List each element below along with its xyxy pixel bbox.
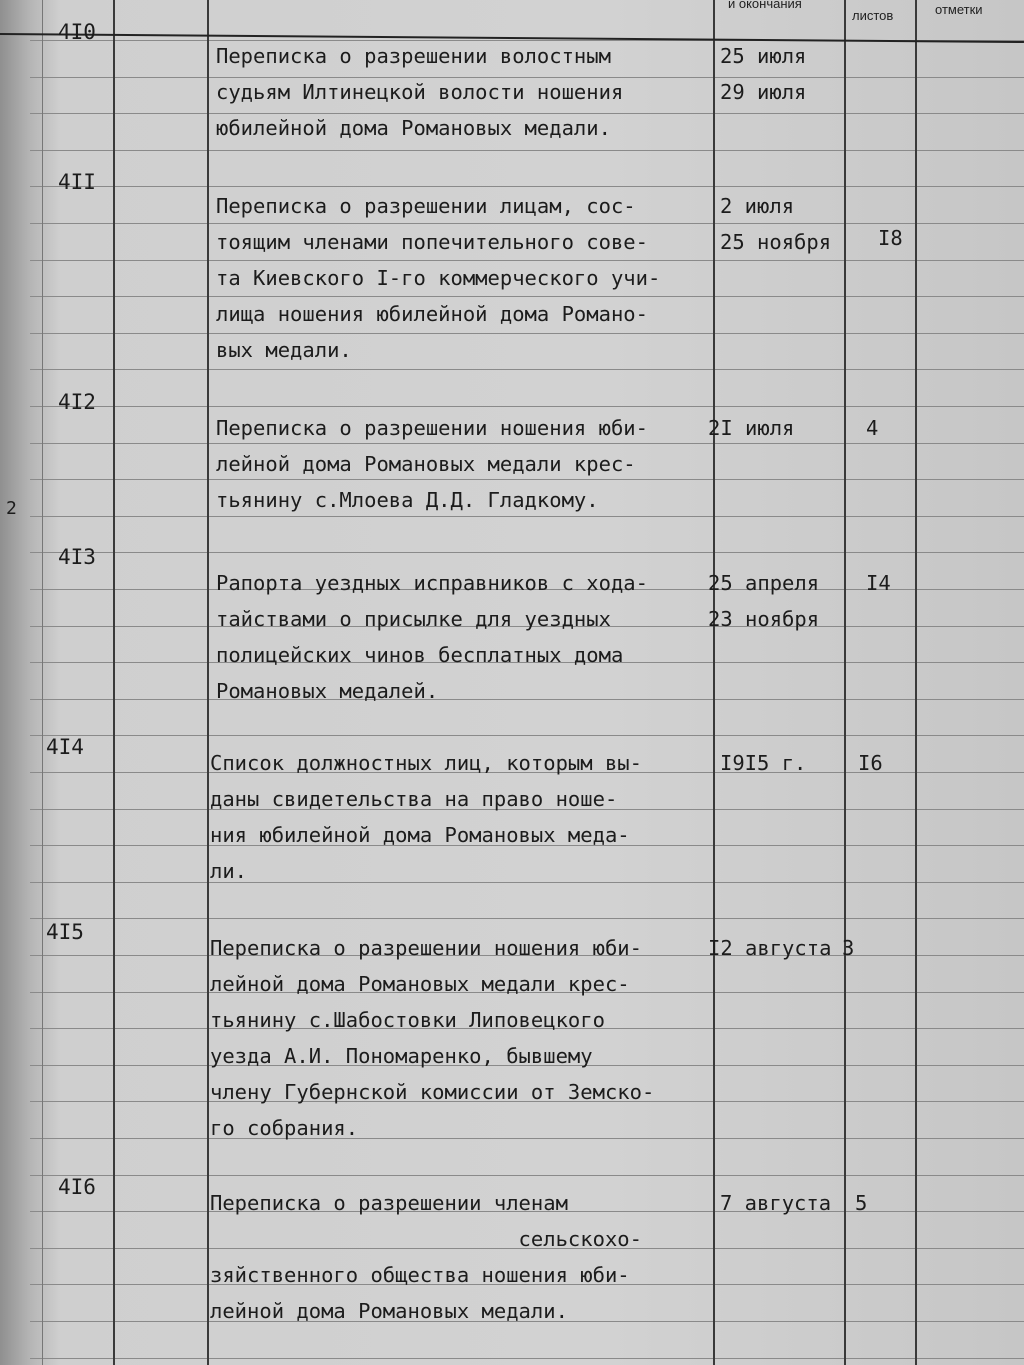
entry-number: 4I4 <box>46 735 84 759</box>
entry-description: Переписка о разрешении волостным судьям Илтинецкой волости ношения юбилейной дома Романовых медали. <box>216 44 624 140</box>
entry-number: 4II <box>58 170 96 194</box>
ruled-line <box>30 406 1024 407</box>
binding-edge <box>42 0 43 1365</box>
entry-description: Переписка о разрешении ношения юби- лейной дома Романовых медали крес- тьянину с.Шабостовки Липовецкого уезда А.И. Пономаренко, бывшему члену Губернской комиссии от Земско- го собрания. <box>210 936 655 1140</box>
entry-sheets: I8 <box>878 226 903 250</box>
entry-dates: 25 июля 29 июля <box>720 44 807 104</box>
entry-description: Переписка о разрешении ношения юби- лейной дома Романовых медали крес- тьянину с.Млоева Д.Д. Гладкому. <box>216 416 648 512</box>
entry-sheets: I6 <box>858 751 883 775</box>
margin-mark: 2 <box>6 498 17 519</box>
entry-sheets: I4 <box>866 571 891 595</box>
entry-description: Рапорта уездных исправников с хода- тайствами о присылке для уездных полицейских чинов бесплатных дома Романовых медалей. <box>216 571 648 703</box>
ruled-line <box>30 369 1024 370</box>
ruled-line <box>30 1358 1024 1359</box>
entry-dates: 2I июля <box>708 416 795 440</box>
column-divider <box>915 0 917 1365</box>
entry-dates: 2 июля 25 ноября <box>720 194 832 254</box>
ruled-line <box>30 552 1024 553</box>
entry-number: 4I2 <box>58 390 96 414</box>
entry-number: 4I0 <box>58 20 96 44</box>
header-dates: и окончания <box>728 0 802 11</box>
entry-sheets: 5 <box>855 1191 868 1215</box>
entry-number: 4I6 <box>58 1175 96 1199</box>
entry-number: 4I3 <box>58 545 96 569</box>
entry-dates: 25 апреля 23 ноября <box>708 571 820 631</box>
ruled-line <box>30 186 1024 187</box>
entry-sheets: 3 <box>842 936 855 960</box>
entry-sheets: 4 <box>866 416 879 440</box>
entry-dates: I9I5 г. <box>720 751 807 775</box>
column-divider <box>207 0 209 1365</box>
entry-dates: I2 августа <box>708 936 832 960</box>
entry-dates: 7 августа <box>720 1191 832 1215</box>
ruled-line <box>30 1175 1024 1176</box>
ruled-line <box>30 735 1024 736</box>
ruled-line <box>30 150 1024 151</box>
entry-number: 4I5 <box>46 920 84 944</box>
ruled-line <box>30 918 1024 919</box>
header-sheets: листов <box>852 8 894 23</box>
entry-description: Список должностных лиц, которым вы- даны свидетельства на право ноше- ния юбилейной дома Романовых меда- ли. <box>210 751 642 883</box>
entry-description: Переписка о разрешении лицам, сос- тоящим членами попечительного сове- та Киевского I-го коммерческого учи- лища ношения юбилейной дома Романо- вых медали. <box>216 194 661 362</box>
column-divider <box>844 0 846 1365</box>
entry-description: Переписка о разрешении членам сельскохо- зяйственного общества ношения юби- лейной дома Романовых медали. <box>210 1191 642 1323</box>
column-divider <box>113 0 115 1365</box>
header-notes: отметки <box>935 2 983 17</box>
